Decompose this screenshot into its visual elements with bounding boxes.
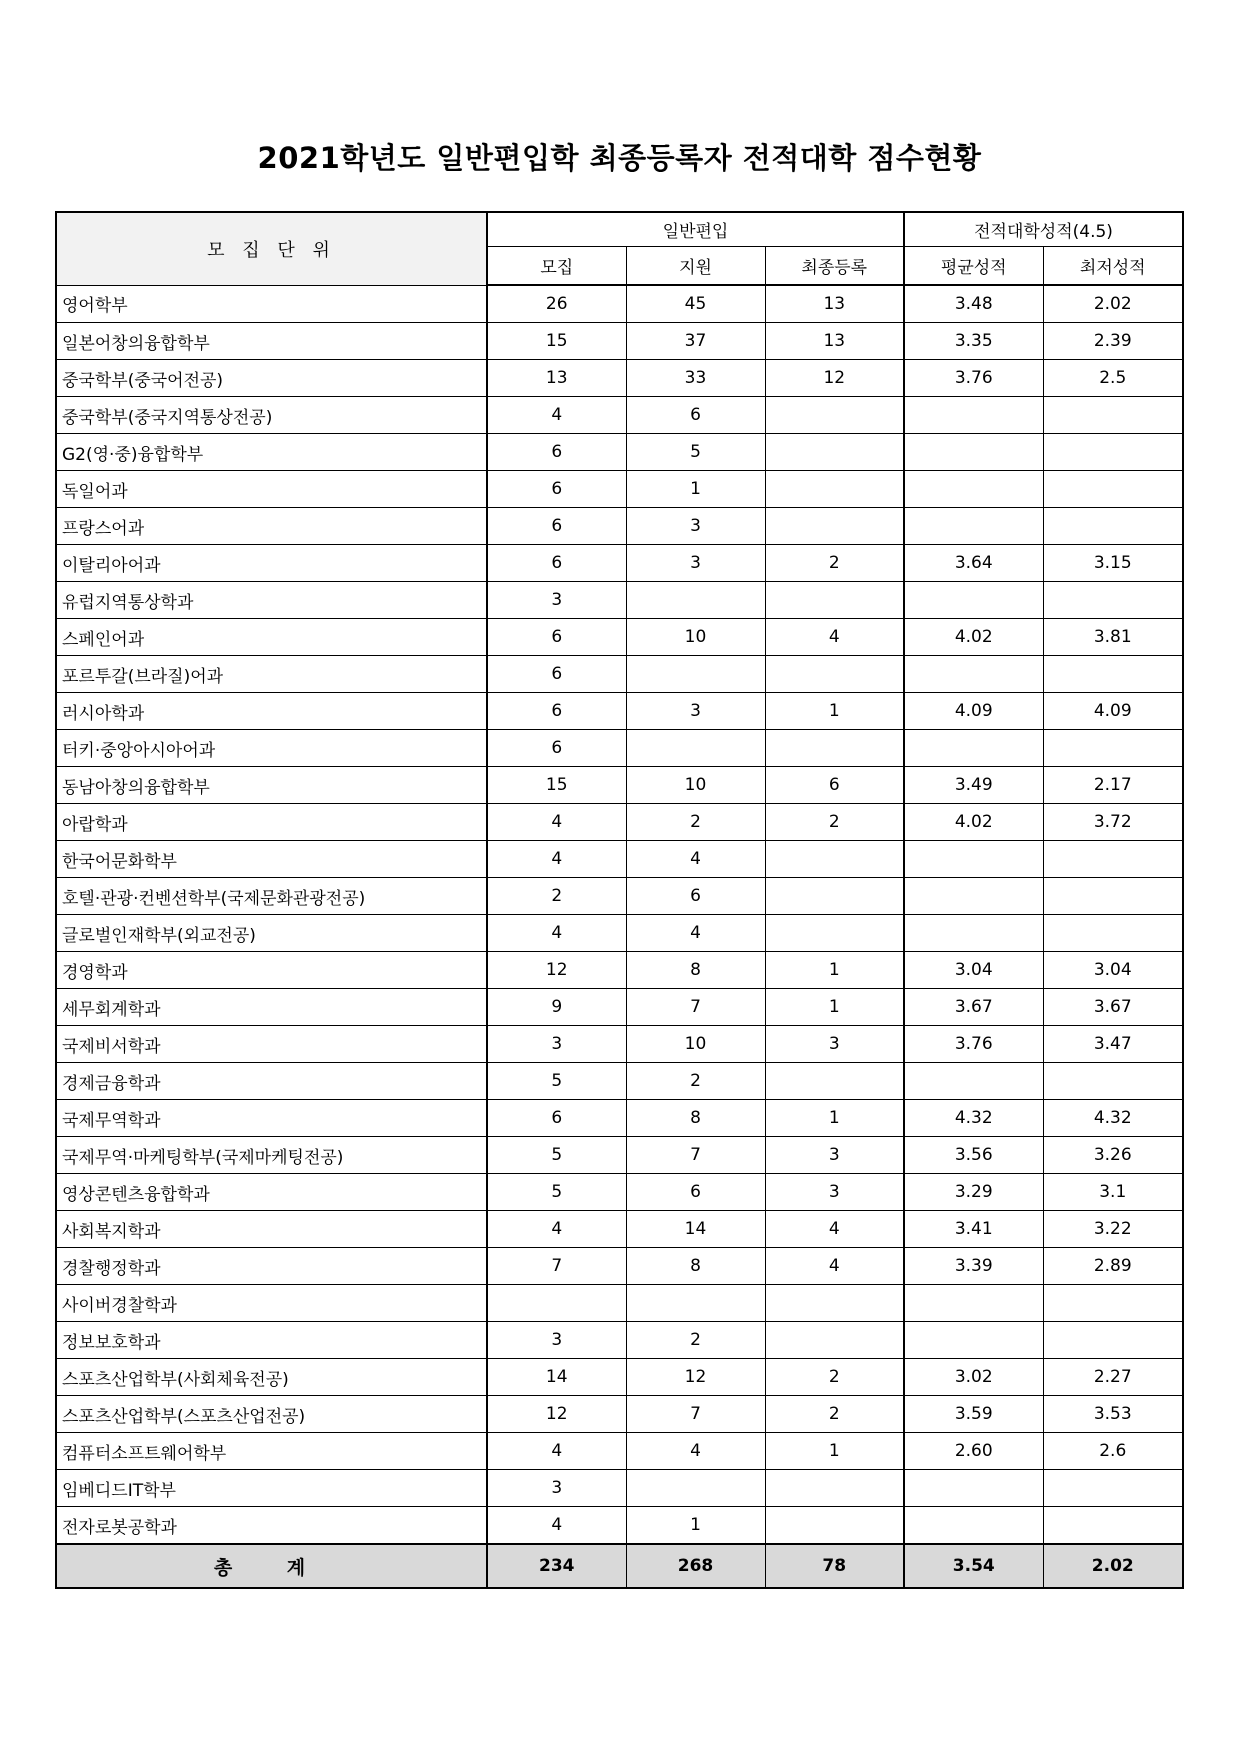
cell-unit-name: 중국학부(중국어전공) [56,360,487,397]
cell-final [765,841,904,878]
cell-min [1043,1507,1183,1545]
table-row [56,1285,1183,1322]
cell-final: 2 [765,1359,904,1396]
cell-avg: 3.76 [904,360,1043,397]
table-row [56,360,1183,397]
cell-avg: 3.35 [904,323,1043,360]
cell-unit-name: 스포츠산업학부(스포츠산업전공) [56,1396,487,1433]
cell-final: 6 [765,767,904,804]
cell-apply: 6 [626,878,765,915]
cell-final: 4 [765,1211,904,1248]
table-row [56,1433,1183,1470]
cell-recruit: 6 [487,471,626,508]
cell-final: 3 [765,1174,904,1211]
cell-unit-name: 경제금융학과 [56,1063,487,1100]
cell-recruit: 4 [487,804,626,841]
cell-final [765,1063,904,1100]
cell-recruit: 4 [487,1211,626,1248]
cell-min: 2.39 [1043,323,1183,360]
cell-min [1043,397,1183,434]
cell-final [765,878,904,915]
cell-apply: 6 [626,1174,765,1211]
cell-recruit: 6 [487,508,626,545]
cell-unit-name: 컴퓨터소프트웨어학부 [56,1433,487,1470]
cell-recruit: 12 [487,1396,626,1433]
cell-unit-name: 호텔·관광·컨벤션학부(국제문화관광전공) [56,878,487,915]
table-footer [56,1544,1183,1588]
cell-min [1043,1322,1183,1359]
cell-avg [904,582,1043,619]
cell-recruit: 15 [487,767,626,804]
table-row [56,434,1183,471]
cell-recruit: 3 [487,1026,626,1063]
cell-min: 2.27 [1043,1359,1183,1396]
page-title: 2021학년도 일반편입학 최종등록자 전적대학 점수현황 [257,141,982,175]
cell-avg [904,1322,1043,1359]
cell-recruit: 6 [487,693,626,730]
cell-apply: 1 [626,471,765,508]
table-row [56,582,1183,619]
cell-min: 2.17 [1043,767,1183,804]
cell-recruit: 4 [487,1507,626,1545]
cell-recruit: 3 [487,1322,626,1359]
cell-min: 2.89 [1043,1248,1183,1285]
cell-recruit: 26 [487,285,626,323]
cell-avg [904,1507,1043,1545]
cell-apply: 2 [626,804,765,841]
table-row [56,1322,1183,1359]
cell-apply: 2 [626,1322,765,1359]
cell-avg: 3.41 [904,1211,1043,1248]
cell-min: 4.32 [1043,1100,1183,1137]
cell-recruit: 7 [487,1248,626,1285]
table-row [56,841,1183,878]
cell-unit-name: 동남아창의융합학부 [56,767,487,804]
cell-min [1043,434,1183,471]
table-row [56,1174,1183,1211]
table-row [56,804,1183,841]
table-row [56,1359,1183,1396]
cell-apply: 10 [626,1026,765,1063]
cell-apply: 45 [626,285,765,323]
cell-avg: 4.02 [904,619,1043,656]
cell-apply: 3 [626,508,765,545]
cell-final: 12 [765,360,904,397]
cell-apply: 4 [626,915,765,952]
table-row [56,1063,1183,1100]
table-row [56,1026,1183,1063]
cell-apply: 4 [626,841,765,878]
cell-avg: 4.32 [904,1100,1043,1137]
cell-avg [904,1285,1043,1322]
table-row [56,656,1183,693]
cell-apply: 6 [626,397,765,434]
cell-apply: 8 [626,1100,765,1137]
total-row [56,1544,1183,1588]
table-row [56,545,1183,582]
cell-recruit: 6 [487,730,626,767]
cell-min: 3.22 [1043,1211,1183,1248]
header-unit: 모 집 단 위 [56,212,487,285]
cell-avg: 3.64 [904,545,1043,582]
cell-apply: 3 [626,545,765,582]
cell-recruit: 2 [487,878,626,915]
header-final: 최종등록 [765,247,904,286]
cell-final: 13 [765,285,904,323]
cell-recruit: 9 [487,989,626,1026]
cell-recruit: 5 [487,1174,626,1211]
cell-final: 2 [765,545,904,582]
cell-apply: 10 [626,619,765,656]
cell-apply: 5 [626,434,765,471]
cell-recruit: 4 [487,397,626,434]
table-row [56,1248,1183,1285]
table-row [56,952,1183,989]
cell-unit-name: 세무회계학과 [56,989,487,1026]
cell-min [1043,915,1183,952]
cell-min [1043,656,1183,693]
cell-unit-name: 아랍학과 [56,804,487,841]
cell-apply: 14 [626,1211,765,1248]
header-apply: 지원 [626,247,765,286]
cell-unit-name: 프랑스어과 [56,508,487,545]
total-min: 2.02 [1043,1544,1183,1588]
score-table [55,211,1184,1589]
cell-recruit: 3 [487,1470,626,1507]
cell-min [1043,1063,1183,1100]
cell-recruit: 4 [487,841,626,878]
table-row [56,1211,1183,1248]
cell-unit-name: 국제무역·마케팅학부(국제마케팅전공) [56,1137,487,1174]
cell-unit-name: 한국어문화학부 [56,841,487,878]
cell-recruit: 14 [487,1359,626,1396]
cell-avg: 4.09 [904,693,1043,730]
table-row [56,915,1183,952]
cell-recruit: 5 [487,1063,626,1100]
cell-unit-name: 영어학부 [56,285,487,323]
cell-min [1043,1470,1183,1507]
cell-final [765,434,904,471]
cell-unit-name: 중국학부(중국지역통상전공) [56,397,487,434]
table-row [56,1396,1183,1433]
table-body [56,285,1183,1544]
cell-min: 3.04 [1043,952,1183,989]
total-avg: 3.54 [904,1544,1043,1588]
cell-apply: 12 [626,1359,765,1396]
cell-min [1043,1285,1183,1322]
cell-apply [626,656,765,693]
cell-final: 4 [765,619,904,656]
cell-apply: 1 [626,1507,765,1545]
cell-unit-name: 경영학과 [56,952,487,989]
cell-unit-name: 일본어창의융합학부 [56,323,487,360]
cell-min [1043,471,1183,508]
cell-apply: 7 [626,989,765,1026]
total-final: 78 [765,1544,904,1588]
cell-unit-name: 스페인어과 [56,619,487,656]
cell-recruit: 5 [487,1137,626,1174]
total-label: 총 계 [56,1544,487,1588]
cell-final [765,471,904,508]
cell-min: 4.09 [1043,693,1183,730]
table-row [56,693,1183,730]
cell-avg [904,1470,1043,1507]
cell-apply [626,1470,765,1507]
cell-avg [904,471,1043,508]
cell-recruit: 12 [487,952,626,989]
cell-avg: 3.59 [904,1396,1043,1433]
cell-unit-name: 경찰행정학과 [56,1248,487,1285]
cell-avg: 2.60 [904,1433,1043,1470]
cell-avg [904,656,1043,693]
cell-unit-name: 임베디드IT학부 [56,1470,487,1507]
cell-apply [626,1285,765,1322]
cell-final: 4 [765,1248,904,1285]
cell-avg: 3.49 [904,767,1043,804]
cell-unit-name: 사이버경찰학과 [56,1285,487,1322]
table-row [56,1470,1183,1507]
cell-apply: 37 [626,323,765,360]
cell-recruit: 4 [487,915,626,952]
header-min: 최저성적 [1043,247,1183,286]
cell-unit-name: 전자로봇공학과 [56,1507,487,1545]
cell-avg [904,878,1043,915]
cell-avg [904,841,1043,878]
cell-avg [904,1063,1043,1100]
cell-unit-name: G2(영·중)융합학부 [56,434,487,471]
cell-avg: 4.02 [904,804,1043,841]
cell-recruit: 6 [487,434,626,471]
cell-final: 1 [765,952,904,989]
cell-unit-name: 국제비서학과 [56,1026,487,1063]
cell-recruit: 6 [487,545,626,582]
cell-final [765,656,904,693]
cell-apply: 3 [626,693,765,730]
cell-avg [904,915,1043,952]
cell-recruit: 6 [487,656,626,693]
cell-apply: 4 [626,1433,765,1470]
cell-unit-name: 영상콘텐츠융합학과 [56,1174,487,1211]
cell-final [765,582,904,619]
cell-min [1043,508,1183,545]
cell-min: 3.15 [1043,545,1183,582]
cell-min: 3.53 [1043,1396,1183,1433]
cell-min: 3.81 [1043,619,1183,656]
cell-min [1043,841,1183,878]
cell-recruit: 6 [487,1100,626,1137]
cell-avg: 3.76 [904,1026,1043,1063]
cell-unit-name: 스포츠산업학부(사회체육전공) [56,1359,487,1396]
cell-unit-name: 사회복지학과 [56,1211,487,1248]
cell-min: 3.47 [1043,1026,1183,1063]
table-row [56,878,1183,915]
cell-final: 2 [765,804,904,841]
cell-recruit [487,1285,626,1322]
cell-apply: 7 [626,1396,765,1433]
total-recruit: 234 [487,1544,626,1588]
cell-avg: 3.56 [904,1137,1043,1174]
cell-final: 3 [765,1026,904,1063]
cell-unit-name: 러시아학과 [56,693,487,730]
table-row [56,397,1183,434]
cell-avg [904,508,1043,545]
cell-final: 13 [765,323,904,360]
cell-final [765,1285,904,1322]
cell-apply: 33 [626,360,765,397]
cell-apply: 7 [626,1137,765,1174]
cell-unit-name: 독일어과 [56,471,487,508]
cell-final [765,397,904,434]
cell-recruit: 15 [487,323,626,360]
cell-avg [904,397,1043,434]
cell-min: 3.26 [1043,1137,1183,1174]
cell-final [765,730,904,767]
table-row [56,471,1183,508]
cell-avg: 3.48 [904,285,1043,323]
table-row [56,1507,1183,1545]
cell-apply: 8 [626,1248,765,1285]
cell-final [765,1507,904,1545]
cell-avg [904,730,1043,767]
table-row [56,619,1183,656]
cell-apply: 8 [626,952,765,989]
cell-recruit: 3 [487,582,626,619]
cell-avg: 3.02 [904,1359,1043,1396]
table-row [56,767,1183,804]
header-group-grades: 전적대학성적(4.5) [904,212,1183,247]
cell-unit-name: 이탈리아어과 [56,545,487,582]
total-apply: 268 [626,1544,765,1588]
cell-min: 2.5 [1043,360,1183,397]
cell-unit-name: 터키·중앙아시아어과 [56,730,487,767]
table-row [56,323,1183,360]
header-recruit: 모집 [487,247,626,286]
table-row [56,1100,1183,1137]
cell-min: 2.6 [1043,1433,1183,1470]
cell-avg: 3.67 [904,989,1043,1026]
cell-unit-name: 글로벌인재학부(외교전공) [56,915,487,952]
cell-apply: 10 [626,767,765,804]
table-row [56,989,1183,1026]
cell-recruit: 6 [487,619,626,656]
table-row [56,285,1183,323]
cell-recruit: 4 [487,1433,626,1470]
cell-final: 1 [765,1100,904,1137]
cell-avg: 3.04 [904,952,1043,989]
cell-apply: 2 [626,1063,765,1100]
cell-apply [626,730,765,767]
cell-min: 3.1 [1043,1174,1183,1211]
cell-min: 2.02 [1043,285,1183,323]
cell-recruit: 13 [487,360,626,397]
table-header [56,212,1183,285]
cell-final [765,1322,904,1359]
cell-min: 3.67 [1043,989,1183,1026]
cell-final: 1 [765,1433,904,1470]
cell-final [765,915,904,952]
cell-avg: 3.29 [904,1174,1043,1211]
cell-min [1043,730,1183,767]
cell-min [1043,582,1183,619]
cell-final [765,508,904,545]
table-row [56,730,1183,767]
cell-avg [904,434,1043,471]
cell-unit-name: 포르투갈(브라질)어과 [56,656,487,693]
cell-avg: 3.39 [904,1248,1043,1285]
cell-min [1043,878,1183,915]
table-row [56,1137,1183,1174]
header-avg: 평균성적 [904,247,1043,286]
cell-final: 3 [765,1137,904,1174]
cell-unit-name: 국제무역학과 [56,1100,487,1137]
cell-final: 1 [765,989,904,1026]
cell-final [765,1470,904,1507]
cell-final: 1 [765,693,904,730]
cell-unit-name: 정보보호학과 [56,1322,487,1359]
cell-min: 3.72 [1043,804,1183,841]
table-row [56,508,1183,545]
cell-apply [626,582,765,619]
cell-unit-name: 유럽지역통상학과 [56,582,487,619]
header-group-general: 일반편입 [487,212,904,247]
cell-final: 2 [765,1396,904,1433]
